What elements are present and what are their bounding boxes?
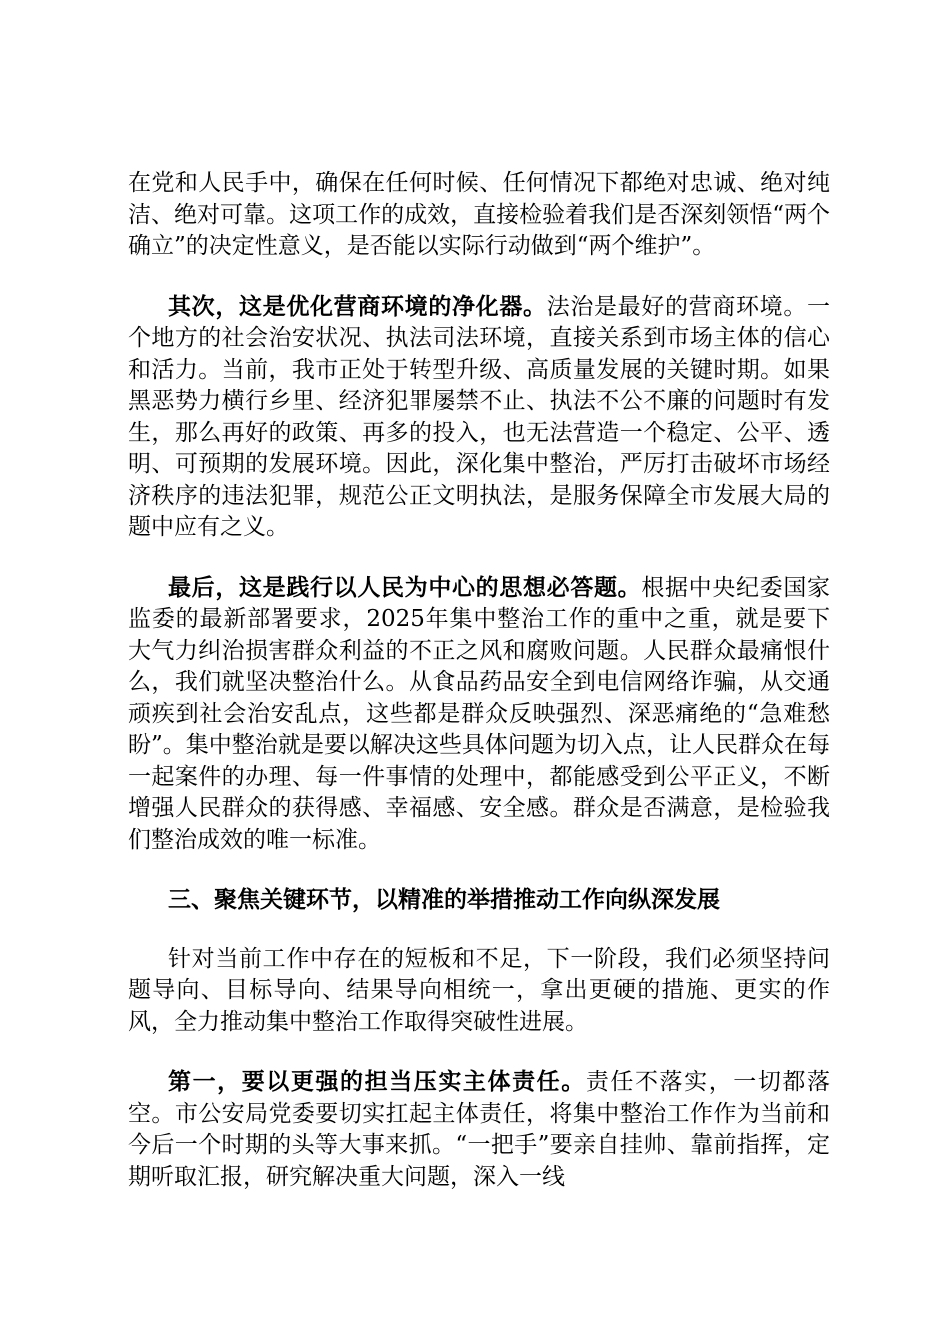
paragraph-lead: 第一，要以更强的担当压实主体责任。 <box>168 1068 586 1095</box>
paragraph-lead: 其次，这是优化营商环境的净化器。 <box>168 292 547 320</box>
document-page <box>128 168 830 1221</box>
paragraph-body: 法治是最好的营商环境。一个地方的社会治安状况、执法司法环境，直接关系到市场主体的信心和活力。当前，我市正处于转型升级、高质量发展的关键时期。如果黑恶势力横行乡里、经济犯罪屡禁不止、执法不公不廉的问题时有发生，那么再好的政策、再多的投入，也无法营造一个稳定、公平、透明、可预期的发展环境。因此，深化集中整治，严厉打击破坏市场经济秩序的违法犯罪，规范公正文明执法，是服务保障全市发展大局的题中应有之义。 <box>128 293 831 540</box>
paragraph-continuation: 在党和人民手中，确保在任何时候、任何情况下都绝对忠诚、绝对纯洁、绝对可靠。这项工作的成效，直接检验着我们是否深刻领悟“两个确立”的决定性意义，是否能以实际行动做到“两个维护”。 <box>128 170 830 259</box>
paragraph-business-environment <box>128 291 830 544</box>
section-heading: 三、聚焦关键环节，以精准的举措推动工作向纵深发展 <box>168 886 720 913</box>
paragraph-people-centered <box>128 572 830 857</box>
paragraph-responsibility <box>128 1066 830 1193</box>
paragraph-next-stage: 针对当前工作中存在的短板和不足，下一阶段，我们必须坚持问题导向、目标导向、结果导向相统一，拿出更硬的措施、更实的作风，全力推动集中整治工作取得突破性进展。 <box>128 945 830 1035</box>
paragraph-body: 根据中央纪委国家监委的最新部署要求，2025年集中整治工作的重中之重，就是要下大气力纠治损害群众利益的不正之风和腐败问题。人民群众最痛恨什么，我们就坚决整治什么。从食品药品安全到电信网络诈骗，从交通顽疾到社会治安乱点，这些都是群众反映强烈、深恶痛绝的“急难愁盼”。集中整治就是要以解决这些具体问题为切入点，让人民群众在每一起案件的办理、每一件事情的处理中，都能感受到公平正义，不断增强人民群众的获得感、幸福感、安全感。群众是否满意，是检验我们整治成效的唯一标准。 <box>128 574 831 853</box>
paragraph-body: 责任不落实，一切都落空。市公安局党委要切实扛起主体责任，将集中整治工作作为当前和今后一个时期的头等大事来抓。“一把手”要亲自挂帅、靠前指挥，定期听取汇报，研究解决重大问题，深入一线 <box>128 1069 831 1190</box>
paragraph-lead: 最后，这是践行以人民为中心的思想必答题。 <box>168 573 642 601</box>
